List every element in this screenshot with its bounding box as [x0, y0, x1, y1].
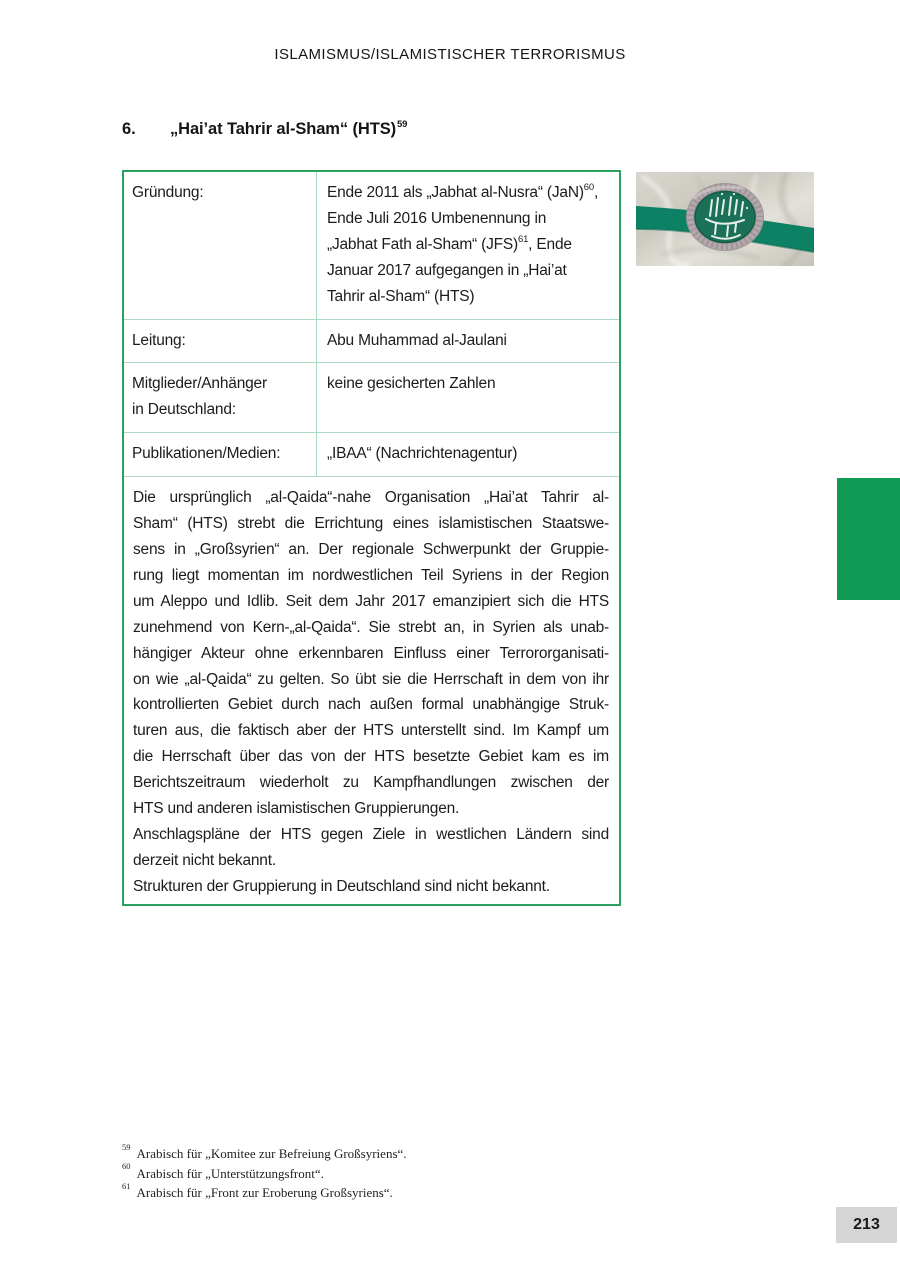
row-label: [124, 172, 317, 319]
value-line: Abu Muhammad al-Jaulani: [327, 331, 507, 349]
row-label: [124, 363, 317, 432]
hts-flag-image: [636, 172, 814, 266]
description-line: Berichtszeitraum wiederholt zu Kampfhandlungen zwischen der: [133, 774, 609, 792]
label-line: Gründung:: [132, 184, 204, 201]
value-line: „Jabhat Fath al-Sham“ (JFS)$^{61}$, Ende: [327, 233, 572, 253]
description-line: Sham“ (HTS) strebt die Errichtung eines islamistischen Staatswe-: [133, 515, 609, 533]
description-line: Strukturen der Gruppierung in Deutschland sind nicht bekannt.: [133, 877, 550, 895]
description-line: hängiger Akteur ohne erkennbaren Einfluss einer Terrororganisati-: [133, 644, 609, 662]
footnote-ref: 60: [583, 181, 594, 193]
description-line: Die ursprünglich „al-Qaida“-nahe Organisation „Hai’at Tahrir al-: [133, 489, 609, 507]
table-row: [124, 172, 619, 320]
value-line: Ende Juli 2016 Umbenennung in: [327, 209, 547, 227]
footnote-text: Arabisch für „Front zur Eroberung Großsyriens“.: [136, 1185, 393, 1200]
label-line: Publikationen/Medien:: [132, 445, 281, 463]
row-value: [317, 363, 619, 432]
description-line: Anschlagspläne der HTS gegen Ziele in westlichen Ländern sind: [133, 825, 609, 843]
label-line: in Deutschland:: [132, 401, 236, 419]
section-footnote-ref: 59: [397, 118, 408, 130]
footnote-number: 59: [122, 1141, 131, 1152]
description-line: derzeit nicht bekannt.: [133, 851, 276, 869]
footnote-text: Arabisch für „Komitee zur Befreiung Großsyriens“.: [136, 1146, 407, 1161]
section-number: 6.: [122, 120, 136, 138]
value-line: „IBAA“ (Nachrichtenagentur): [327, 445, 518, 463]
footnote-number: 61: [122, 1180, 131, 1191]
table-row: [124, 320, 619, 364]
footnote: [122, 1180, 407, 1203]
row-label: [124, 433, 317, 476]
description-line: HTS und anderen islamistischen Gruppierungen.: [133, 800, 460, 818]
label-line: Mitglieder/Anhänger: [132, 375, 267, 393]
value-line: keine gesicherten Zahlen: [327, 375, 496, 393]
description-line: die Herrschaft über das von der HTS besetzte Gebiet kam es im: [133, 748, 609, 766]
footnote-ref: 61: [518, 233, 529, 245]
label-line: Leitung:: [132, 331, 186, 349]
section-title: [170, 120, 407, 139]
section-heading: [122, 120, 407, 139]
emblem-disc: [695, 192, 755, 243]
value-line: Tahrir al-Sham“ (HTS): [327, 287, 475, 305]
description-line: on wie „al-Qaida“ zu gelten. So übt sie die Herrschaft in dem von ihr: [133, 670, 609, 688]
info-rows: [124, 172, 619, 477]
description-line: zunehmend von Kern-„al-Qaida“. Sie strebt an, in Syrien als unab-: [133, 618, 609, 636]
footnote: [122, 1141, 407, 1164]
chapter-tab-marker: [837, 478, 900, 600]
row-label: [124, 320, 317, 363]
running-header: ISLAMISMUS/ISLAMISTISCHER TERRORISMUS: [274, 46, 626, 63]
value-line: Ende 2011 als „Jabhat al-Nusra“ (JaN)$^{60}$,: [327, 181, 599, 201]
footnote-text: Arabisch für „Unterstützungsfront“.: [136, 1165, 324, 1181]
row-value: [317, 433, 619, 476]
description-line: rung liegt momentan im nordwestlichen Teil Syriens in der Region: [133, 566, 609, 584]
description-line: turen aus, die faktisch aber der HTS unterstellt sind. Im Kampf um: [133, 722, 609, 740]
flag-graphic: [636, 172, 814, 266]
row-value: [317, 320, 619, 363]
row-value: [317, 172, 619, 319]
description-cell: [124, 477, 619, 904]
description-line: sens in „Großsyrien“ an. Der regionale Schwerpunkt der Gruppie-: [133, 540, 609, 558]
value-line: Januar 2017 aufgegangen in „Hai’at: [327, 261, 567, 279]
section-title-text: „Hai’at Tahrir al-Sham“ (HTS): [170, 120, 396, 138]
page-number-badge: [836, 1207, 897, 1243]
footnotes: [122, 1141, 407, 1203]
description-line: um Aleppo und Idlib. Seit dem Jahr 2017 emanzipiert sich die HTS: [133, 592, 609, 610]
page-number: 213: [853, 1216, 880, 1233]
description-line: kontrollierten Gebiet durch nach außen formal unabhängige Struk-: [133, 696, 609, 714]
footnote: [122, 1161, 407, 1184]
table-row: [124, 433, 619, 477]
info-table: [122, 170, 621, 906]
footnote-number: 60: [122, 1161, 131, 1172]
table-row: [124, 363, 619, 433]
